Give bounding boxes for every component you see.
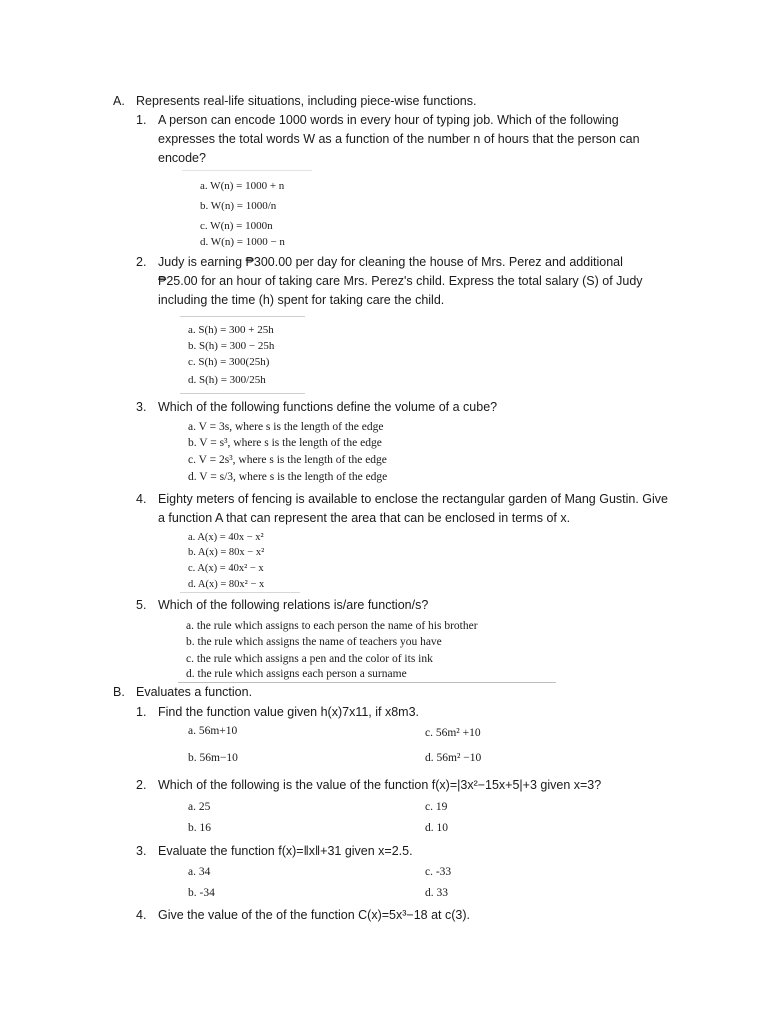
answer-option: c. V = 2s³, where s is the length of the edge	[188, 454, 387, 466]
answer-option: c. W(n) = 1000n	[200, 220, 273, 232]
answer-option: b. -34	[188, 887, 215, 899]
question-text-line: Which of the following is the value of the function f(x)=|3x²−15x+5|+3 given x=3?	[158, 778, 602, 792]
answer-option: d. 56m² −10	[425, 752, 482, 764]
answer-option: a. 25	[188, 801, 211, 813]
question-text-line: Eighty meters of fencing is available to enclose the rectangular garden of Mang Gustin. Give	[158, 492, 669, 506]
question-text-line: ₱25.00 for an hour of taking care Mrs. Perez's child. Express the total salary (S) of Judy	[158, 274, 643, 288]
answer-option: c. the rule which assigns a pen and the color of its ink	[186, 653, 433, 665]
answer-option: a. W(n) = 1000 + n	[200, 180, 285, 192]
answer-option: a. the rule which assigns to each person the name of his brother	[186, 620, 478, 632]
answer-option: d. 33	[425, 887, 448, 899]
answer-option: d. 10	[425, 822, 448, 834]
answer-option: a. 56m+10	[188, 725, 238, 737]
answer-option: b. S(h) = 300 − 25h	[188, 340, 275, 352]
answer-option: b. W(n) = 1000/n	[200, 200, 277, 212]
section-b-letter: B.	[113, 685, 125, 699]
answer-option: d. W(n) = 1000 − n	[200, 236, 285, 248]
answer-option: a. 34	[188, 866, 211, 878]
question-text-line: a function A that can represent the area that can be enclosed in terms of x.	[158, 511, 571, 525]
answer-option: c. S(h) = 300(25h)	[188, 356, 270, 368]
answer-option: a. V = 3s, where s is the length of the edge	[188, 421, 384, 433]
answer-option: a. A(x) = 40x − x²	[188, 532, 264, 543]
question-number: 1.	[136, 113, 147, 127]
question-text-line: Which of the following relations is/are function/s?	[158, 598, 429, 612]
answer-option: d. the rule which assigns each person a surname	[186, 668, 407, 680]
question-text-line: Find the function value given h(x)7x11, if x8m3.	[158, 705, 420, 719]
question-number: 3.	[136, 400, 147, 414]
options-divider	[180, 592, 300, 593]
question-number: 5.	[136, 598, 147, 612]
answer-option: d. S(h) = 300/25h	[188, 374, 266, 386]
question-number: 4.	[136, 492, 147, 506]
question-number: 2.	[136, 778, 147, 792]
question-number: 4.	[136, 908, 147, 922]
section-a-heading: Represents real-life situations, including piece-wise functions.	[136, 94, 477, 108]
section-b-heading: Evaluates a function.	[136, 685, 253, 699]
options-divider	[182, 170, 312, 171]
answer-option: b. 56m−10	[188, 752, 238, 764]
question-number: 3.	[136, 844, 147, 858]
question-text-line: Which of the following functions define the volume of a cube?	[158, 400, 498, 414]
answer-option: b. the rule which assigns the name of teachers you have	[186, 636, 442, 648]
answer-option: b. V = s³, where s is the length of the edge	[188, 437, 382, 449]
answer-option: a. S(h) = 300 + 25h	[188, 324, 274, 336]
question-text-line: Judy is earning ₱300.00 per day for cleaning the house of Mrs. Perez and additional	[158, 255, 623, 269]
question-number: 2.	[136, 255, 147, 269]
options-divider	[180, 316, 305, 317]
question-number: 1.	[136, 705, 147, 719]
answer-option: b. 16	[188, 822, 211, 834]
question-text-line: A person can encode 1000 words in every hour of typing job. Which of the following	[158, 113, 619, 127]
answer-option: c. 56m² +10	[425, 727, 481, 739]
question-text-line: including the time (h) spent for taking care the child.	[158, 293, 445, 307]
options-divider	[180, 393, 305, 394]
answer-option: d. V = s/3, where s is the length of the edge	[188, 471, 388, 483]
section-a-letter: A.	[113, 94, 125, 108]
question-text-line: encode?	[158, 151, 206, 165]
answer-option: b. A(x) = 80x − x²	[188, 547, 265, 558]
question-text-line: expresses the total words W as a function of the number n of hours that the person can	[158, 132, 640, 146]
question-text-line: Give the value of the of the function C(x)=5x³−18 at c(3).	[158, 908, 470, 922]
answer-option: c. -33	[425, 866, 452, 878]
question-text-line: Evaluate the function f(x)=‖x‖+31 given x=2.5.	[158, 844, 413, 858]
answer-option: c. A(x) = 40x² − x	[188, 563, 264, 574]
answer-option: c. 19	[425, 801, 448, 813]
answer-option: d. A(x) = 80x² − x	[188, 579, 265, 590]
